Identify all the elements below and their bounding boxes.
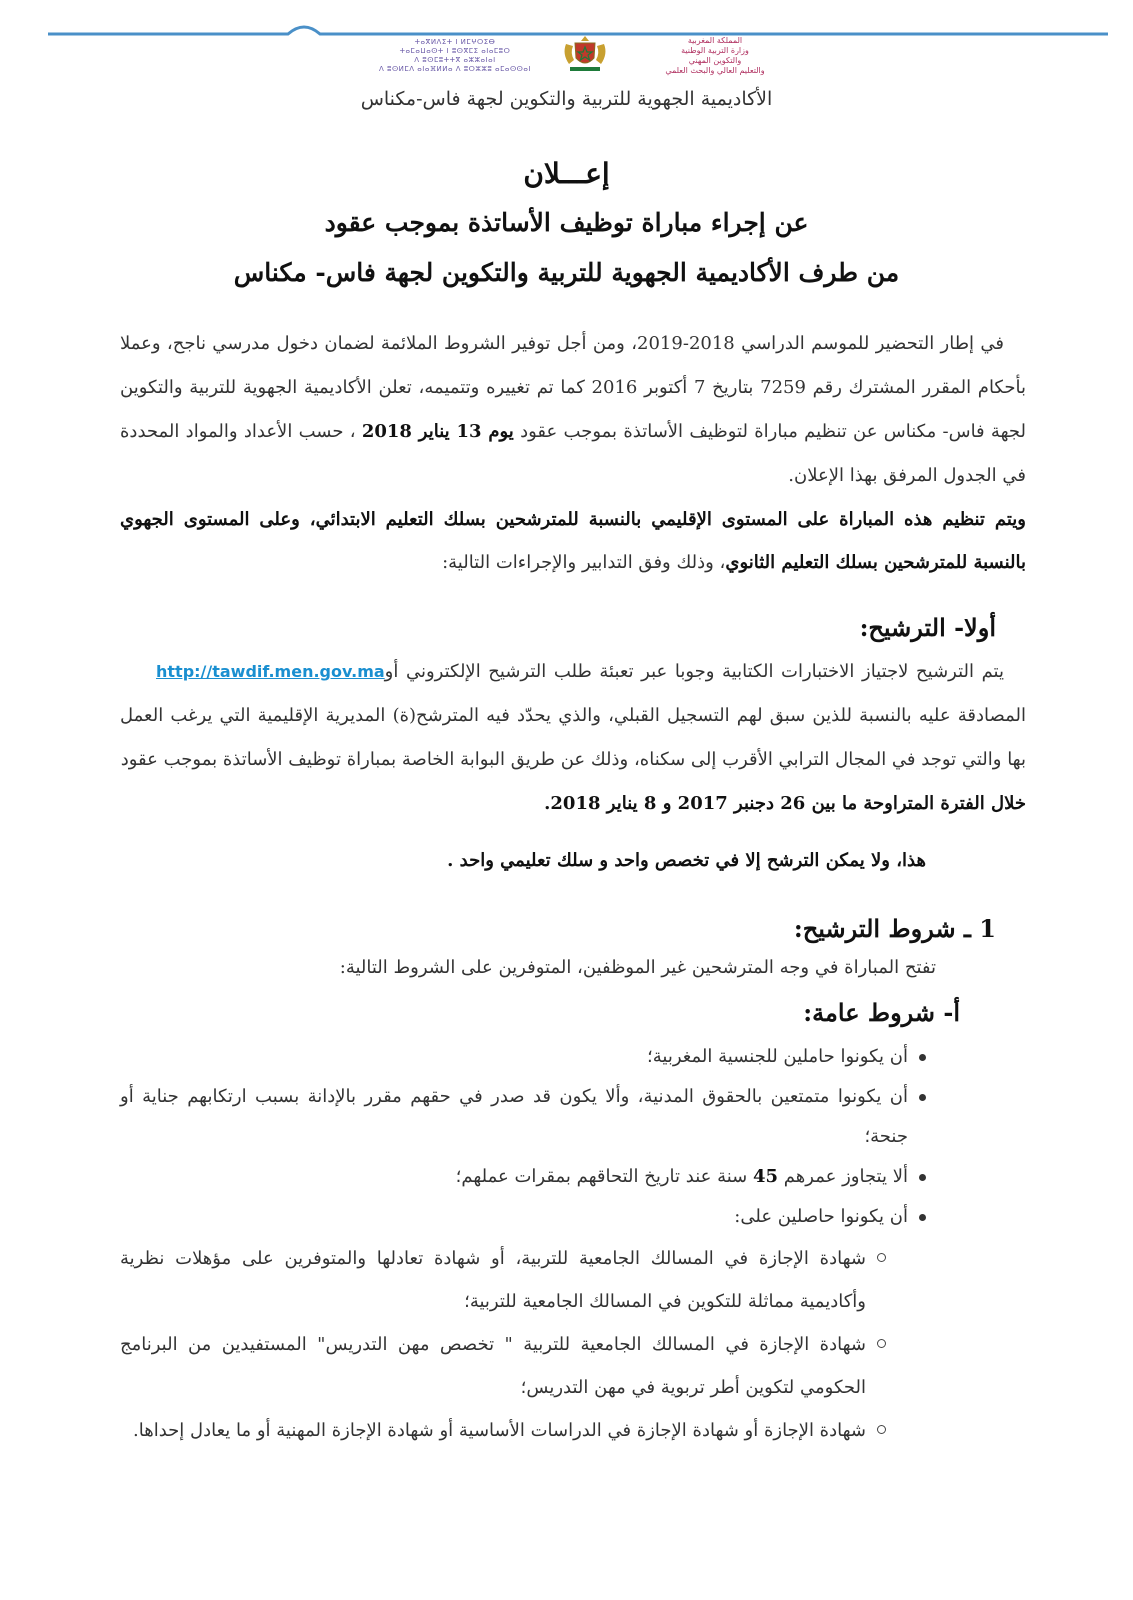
intro-text-end: ، حسب الأعداد والمواد المحددة في الجدول المرفق بهذا الإعلان.	[120, 421, 1026, 486]
age-text: ألا يتجاوز عمرهم	[783, 1166, 908, 1187]
list-item: أن يكونوا متمتعين بالحقوق المدنية، وألا يكون قد صدر في حقهم مقرر بالإدانة بسبب ارتكابهم جناية أو جنحة؛	[120, 1077, 926, 1157]
general-conditions-list	[120, 1037, 1026, 1237]
conditions-intro: تفتح المباراة في وجه المترشحين غير الموظفين، المتوفرين على الشروط التالية:	[339, 957, 936, 978]
candidacy-period: خلال الفترة المتراوحة ما بين 26 دجنبر 2017 و 8 يناير 2018.	[544, 793, 1026, 814]
general-conditions-heading: أ- شروط عامة:	[803, 998, 960, 1027]
document-body	[120, 322, 1026, 1452]
candidacy-paragraph	[120, 650, 1026, 782]
diploma-item: شهادة الإجازة في المسالك الجامعية للتربية " تخصص مهن التدريس" المستفيدين من البرنامج الحكومي لتكوين أطر تربوية في مهن التدريس؛	[120, 1323, 886, 1409]
diploma-list	[120, 1237, 1026, 1452]
arabic-header-line: والتعليم العالي والبحث العلمي	[665, 66, 765, 75]
portal-link[interactable]: http://tawdif.men.gov.ma	[156, 662, 385, 681]
max-age: 45	[753, 1166, 779, 1187]
section-candidacy-heading: أولا- الترشيح:	[859, 613, 996, 642]
single-specialty-note: هذا، ولا يمكن الترشح إلا في تخصص واحد و سلك تعليمي واحد .	[447, 850, 926, 871]
arabic-header-line: وزارة التربية الوطنية	[681, 46, 749, 55]
tifinagh-ministry-name	[370, 38, 540, 74]
organization-paragraph	[120, 498, 1026, 584]
exam-date: يوم 13 يناير 2018	[361, 421, 514, 442]
list-item: أن يكونوا حاملين للجنسية المغربية؛	[120, 1037, 926, 1077]
list-item: أن يكونوا حاصلين على:	[120, 1197, 926, 1237]
tifinagh-line: ⴷ ⵓⵙⵎⵓⵜⵜⴳ ⴰⵣⵣⴰⵏⴰⵏ	[414, 56, 496, 64]
diploma-item: شهادة الإجازة أو شهادة الإجازة في الدراسات الأساسية أو شهادة الإجازة المهنية أو ما يعادل إحداها.	[120, 1409, 886, 1452]
conditions-heading: 1 ـ شروط الترشيح:	[793, 914, 996, 943]
title-line-1: عن إجراء مباراة توظيف الأساتذة بموجب عقود	[324, 208, 809, 237]
candidacy-text: يتم الترشيح لاجتياز الاختبارات الكتابية وجوبا عبر تعبئة طلب الترشيح الإلكتروني أو المصادقة عليه بالنسبة للذين سبق لهم التسجيل القبلي، والذي يحدّد فيه المترشح(ة) المديرية الإقليمية التي يرغب العمل بها والتي توجد في المجال الترابي الأقرب إلى سكناه، وذلك عن طريق البوابة الخاصة بمباراة توظيف الأساتذة بموجب عقود	[120, 661, 1026, 770]
title-announcement: إعـــلان	[523, 157, 610, 190]
diploma-item: شهادة الإجازة في المسالك الجامعية للتربية، أو شهادة تعادلها والمتوفرين على مؤهلات نظرية وأكاديمية مماثلة للتكوين في المسالك الجامعية للتربية؛	[120, 1237, 886, 1323]
arabic-ministry-name	[630, 36, 800, 76]
tifinagh-line: ⵜⴰⴳⵍⴷⵉⵜ ⵏ ⵍⵎⵖⵔⵉⴱ	[414, 38, 496, 46]
tifinagh-line: ⵜⴰⵎⴰⵡⴰⵙⵜ ⵏ ⵓⵙⴳⵎⵉ ⴰⵏⴰⵎⵓⵔ	[399, 47, 511, 55]
list-item	[120, 1157, 926, 1197]
tifinagh-line: ⴷ ⵓⵙⵍⵎⴷ ⴰⵏⴰⴼⵍⵍⴰ ⴷ ⵓⵔⵣⵣⵓ ⴰⵎⴰⵙⵙⴰⵏ	[379, 65, 531, 73]
organization-text-end: ، وذلك وفق التدابير والإجراءات التالية:	[442, 552, 726, 573]
academy-name: الأكاديمية الجهوية للتربية والتكوين لجهة فاس-مكناس	[360, 88, 773, 110]
intro-paragraph	[120, 322, 1026, 498]
age-text-end: سنة عند تاريخ التحاقهم بمقرات عملهم؛	[455, 1166, 748, 1187]
intro-text: في إطار التحضير للموسم الدراسي 2018-2019، ومن أجل توفير الشروط الملائمة لضمان دخول مدرسي ناجح، وعملا بأحكام المقرر المشترك رقم 7259 بتاريخ 7 أكتوبر 2016 كما تم تغييره وتتميمه، تعلن الأكاديمية الجهوية للتربية والتكوين لجهة فاس- مكناس عن تنظيم مباراة لتوظيف الأساتذة بموجب عقود	[120, 333, 1026, 442]
ministry-header	[370, 34, 800, 84]
announcement-title	[0, 150, 1133, 298]
arabic-header-line: والتكوين المهني	[688, 56, 742, 65]
arabic-header-line: المملكة المغربية	[687, 36, 743, 45]
title-line-2: من طرف الأكاديمية الجهوية للتربية والتكوين لجهة فاس- مكناس	[233, 258, 900, 287]
coat-of-arms-icon	[560, 34, 610, 74]
organization-text: ويتم تنظيم هذه المباراة على المستوى الإقليمي بالنسبة للمترشحين بسلك التعليم الابتدائي، وعلى المستوى الجهوي بالنسبة للمترشحين بسلك التعليم الثانوي	[120, 509, 1026, 573]
